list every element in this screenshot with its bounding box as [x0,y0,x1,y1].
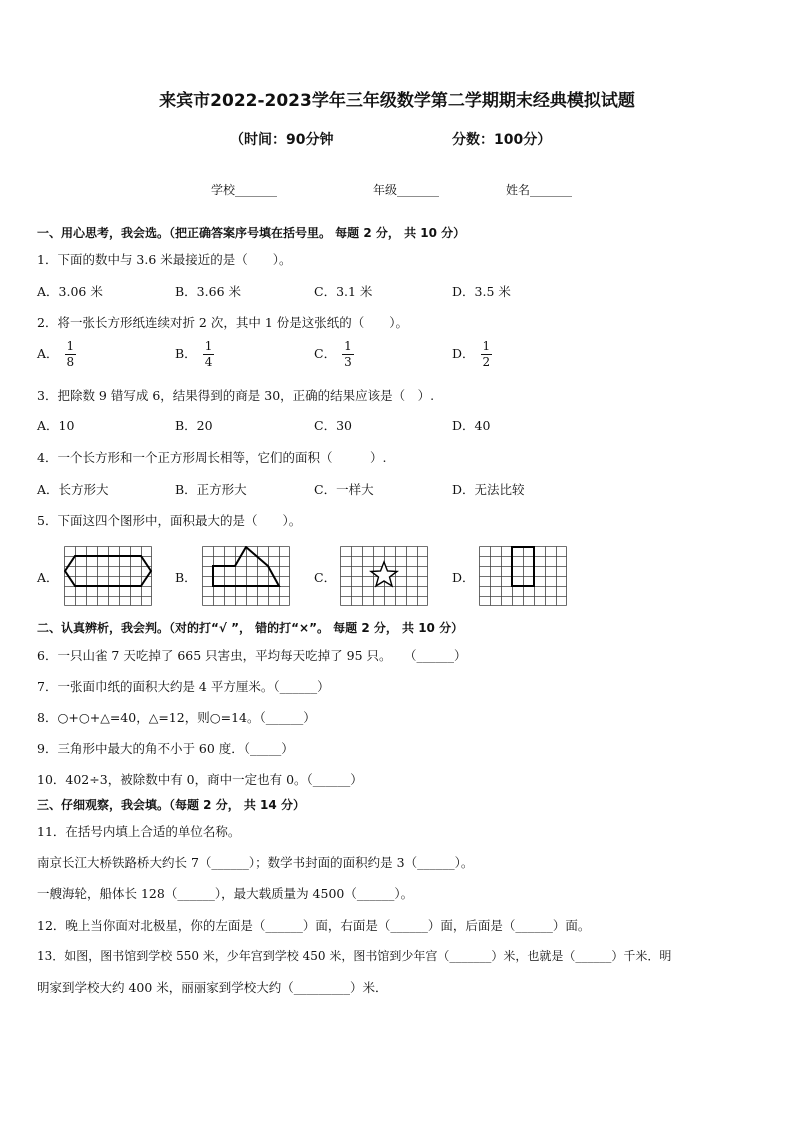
question-6: 6．一只山雀 7 天吃掉了 665 只害虫，平均每天吃掉了 95 只。 （______） [37,648,467,663]
q5-figure-a [64,546,152,606]
q2-option-a [37,339,76,370]
question-1: 1．下面的数中与 3.6 米最接近的是（ ）。 [37,252,292,267]
q2-a-label: A． [37,346,59,361]
q5-figure-d [479,546,567,606]
q3-option-d: D．40 [452,418,491,433]
q2-option-c [314,339,354,370]
q1-option-c: C．3.1 米 [314,284,373,299]
q2-c-fraction [342,339,354,370]
q2-c-label: C． [314,346,337,361]
grade-field: 年级_______ [373,183,440,197]
q4-option-b: B．正方形大 [175,482,247,497]
q4-option-c: C．一样大 [314,482,374,497]
question-13-line-1: 13．如图，图书馆到学校 550 米，少年宫到学校 450 米，图书馆到少年宫（_______）米，也就是（______）千米．明 [37,949,672,963]
q5-figure-c [340,546,428,606]
q5-option-b-label: B． [175,570,197,585]
question-9: 9．三角形中最大的角不小于 60 度．（_____） [37,741,294,756]
q5-option-a-label: A． [37,570,59,585]
q3-option-a: A．10 [37,418,75,433]
exam-title: 来宾市2022-2023学年三年级数学第二学期期末经典模拟试题 [159,91,635,111]
name-field: 姓名_______ [506,183,573,197]
question-10: 10．402÷3，被除数中有 0，商中一定也有 0。（______） [37,772,363,787]
q2-b-numerator: 1 [204,339,213,353]
q4-option-a: A．长方形大 [37,482,109,497]
exam-score: 分数：100分） [452,132,552,148]
q3-option-c: C．30 [314,418,352,433]
q1-option-b: B．3.66 米 [175,284,241,299]
q2-option-d [452,339,492,370]
section-2-heading: 二、认真辨析，我会判。（对的打“√ ”， 错的打“×”。 每题 2 分， 共 10 分） [37,621,464,635]
q5-figure-b [202,546,290,606]
q3-option-b: B．20 [175,418,213,433]
q2-b-label: B． [175,346,197,361]
question-4: 4．一个长方形和一个正方形周长相等，它们的面积（ ）. [37,450,387,465]
q2-d-label: D． [452,346,475,361]
question-11-part-2: 一艘海轮，船体长 128（______），最大载质量为 4500（______）。 [37,886,414,901]
q5-option-d-label: D． [452,570,475,585]
q2-b-denominator: 4 [204,355,213,369]
q2-a-numerator: 1 [66,339,75,353]
question-13-line-2: 明家到学校大约 400 米，丽丽家到学校大约（_________）米． [37,980,388,995]
question-11-part-1: 南京长江大桥铁路桥大约长 7（______）；数学书封面的面积约是 3（______）。 [37,855,474,870]
school-field: 学校_______ [211,183,278,197]
exam-time: （时间：90分钟 [230,132,334,148]
question-12: 12．晚上当你面对北极星，你的左面是（______）面，右面是（______）面，后面是（______）面。 [37,918,591,933]
question-8: 8．○+○+△=40，△=12，则○=14。（______） [37,710,316,725]
question-2: 2．将一张长方形纸连续对折 2 次，其中 1 份是这张纸的（ ）。 [37,315,409,330]
q2-a-fraction [65,339,77,370]
q2-d-denominator: 2 [482,355,491,369]
question-11: 11．在括号内填上合适的单位名称。 [37,824,241,839]
q1-option-a: A．3.06 米 [37,284,103,299]
question-7: 7．一张面巾纸的面积大约是 4 平方厘米。（______） [37,679,330,694]
q2-option-b [175,339,214,370]
q2-d-numerator: 1 [482,339,491,353]
q2-b-fraction [203,339,215,370]
q2-c-denominator: 3 [344,355,352,369]
q1-option-d: D．3.5 米 [452,284,511,299]
question-5: 5．下面这四个图形中，面积最大的是（ ）。 [37,513,302,528]
q4-option-d: D．无法比较 [452,482,525,497]
section-1-heading: 一、用心思考，我会选。（把正确答案序号填在括号里。 每题 2 分， 共 10 分） [37,226,466,240]
q2-c-numerator: 1 [344,339,352,353]
section-3-heading: 三、仔细观察，我会填。（每题 2 分， 共 14 分） [37,798,305,812]
q5-option-c-label: C． [314,570,337,585]
question-3: 3．把除数 9 错写成 6，结果得到的商是 30，正确的结果应该是（ ）. [37,388,435,403]
q2-a-denominator: 8 [66,355,75,369]
q2-d-fraction [481,339,493,370]
